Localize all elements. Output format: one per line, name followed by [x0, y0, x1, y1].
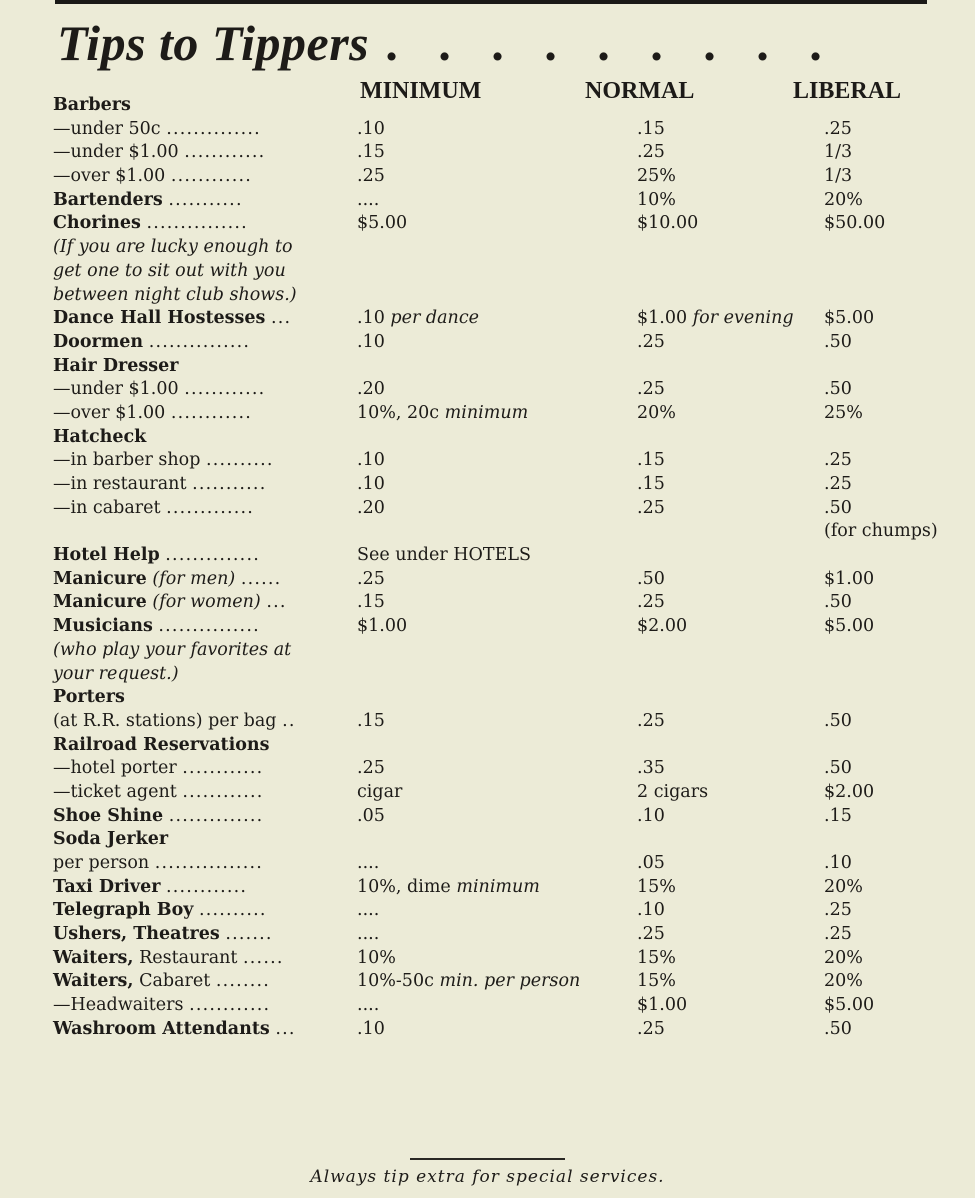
row-label — [53, 141, 265, 165]
liberal-value: $1.00 — [824, 568, 875, 589]
liberal-value: .25 — [824, 450, 852, 471]
normal-value-text: 25% — [637, 166, 676, 187]
row-label — [53, 994, 270, 1018]
minimum-value — [357, 544, 531, 568]
table-row — [53, 520, 938, 544]
liberal-value: $5.00 — [824, 308, 875, 329]
liberal-value: $5.00 — [824, 995, 875, 1016]
minimum-value — [357, 141, 385, 165]
minimum-value-note: min. per person — [439, 971, 581, 992]
table-row — [53, 876, 933, 900]
row-label — [53, 781, 264, 805]
normal-value — [637, 141, 665, 165]
minimum-value-text: .20 — [357, 379, 385, 400]
minimum-value — [357, 781, 402, 805]
dot-leader: ....... — [225, 924, 273, 945]
minimum-value — [357, 757, 385, 781]
normal-value-text: .25 — [637, 924, 665, 945]
normal-value — [637, 970, 676, 994]
row-label — [53, 686, 125, 710]
row-label — [53, 876, 247, 900]
normal-value — [637, 994, 687, 1018]
dot-leader: ... — [270, 308, 292, 329]
dot-leader: ............ — [166, 876, 248, 897]
row-label-text: Bartenders — [53, 189, 163, 210]
row-label-text: —ticket agent — [53, 781, 177, 802]
minimum-value-text: .... — [357, 924, 380, 945]
minimum-value — [357, 923, 379, 947]
minimum-value — [357, 378, 385, 402]
dot-leader: .......... — [206, 450, 274, 471]
liberal-value: .50 — [824, 710, 852, 731]
table-row — [53, 118, 933, 142]
row-label — [53, 734, 270, 758]
table-row — [53, 426, 933, 450]
table-row — [53, 473, 933, 497]
title-dots: . . . . . . . . . — [387, 15, 838, 71]
normal-value — [637, 497, 665, 521]
table-row — [53, 852, 933, 876]
row-label — [53, 426, 146, 450]
table-row — [53, 94, 933, 118]
row-label-text: Shoe Shine — [53, 805, 164, 826]
table-row — [53, 331, 933, 355]
normal-value-text: .50 — [637, 568, 665, 589]
dot-leader: ............ — [170, 166, 253, 187]
dot-leader: .............. — [165, 545, 260, 566]
row-label — [53, 710, 296, 734]
liberal-value: .10 — [824, 853, 852, 873]
minimum-value-note: per dance — [390, 308, 479, 329]
row-label-text: —under 50c — [53, 118, 161, 139]
dot-leader: ... — [275, 1018, 296, 1039]
row-label-text: Waiters, — [53, 947, 134, 968]
table-row — [53, 686, 933, 710]
row-label — [53, 331, 250, 355]
normal-value — [637, 899, 665, 923]
minimum-value — [357, 899, 379, 923]
table-row — [53, 591, 933, 615]
row-label-text: —in cabaret — [53, 497, 161, 518]
normal-value-text: .25 — [637, 379, 665, 400]
dot-leader: ............ — [182, 781, 264, 802]
row-label-text: Hotel Help — [53, 545, 160, 566]
normal-value-text: $1.00 — [637, 308, 688, 329]
minimum-value — [357, 331, 385, 355]
minimum-value-text: .15 — [357, 592, 385, 613]
row-label-text: Musicians — [53, 616, 153, 637]
minimum-value — [357, 568, 385, 592]
row-label-text: Ushers, Theatres — [53, 924, 220, 945]
liberal-value: 1/3 — [824, 166, 853, 187]
minimum-value-text: .... — [357, 853, 380, 873]
row-note: your request.) — [53, 663, 179, 684]
minimum-value-text: .... — [357, 995, 380, 1016]
dot-leader: ........... — [168, 189, 243, 210]
table-row — [53, 378, 933, 402]
table-row — [53, 734, 933, 758]
row-label-text: —hotel porter — [53, 758, 177, 779]
top-rule — [55, 0, 927, 4]
minimum-value — [357, 449, 385, 473]
minimum-value — [357, 189, 379, 213]
table-row — [53, 355, 933, 379]
table-row — [53, 947, 933, 971]
table-row — [53, 805, 933, 829]
minimum-value-text: .10 — [357, 118, 385, 139]
row-note: between night club shows.) — [53, 284, 297, 305]
dot-leader: ............... — [146, 213, 248, 234]
table-row — [53, 970, 933, 994]
dot-leader: .......... — [199, 900, 267, 921]
minimum-value-text: 10% — [357, 947, 396, 968]
table-row — [53, 402, 933, 426]
row-label — [53, 94, 131, 118]
minimum-value-text: .20 — [357, 497, 385, 518]
liberal-value: (for chumps) — [824, 521, 938, 542]
row-label — [53, 828, 168, 852]
normal-value-text: 20% — [637, 402, 676, 423]
dot-leader: ...... — [243, 947, 284, 968]
liberal-value: .25 — [824, 474, 852, 494]
dot-leader: ............ — [182, 758, 264, 779]
liberal-value: 1/3 — [824, 142, 853, 163]
normal-value-text: .05 — [637, 853, 665, 873]
minimum-value — [357, 165, 385, 189]
row-note: (If you are lucky enough to — [53, 237, 293, 258]
row-label-plain: Restaurant — [139, 947, 238, 968]
row-label — [53, 307, 291, 331]
normal-value-text: .10 — [637, 900, 665, 921]
row-label-text: Telegraph Boy — [53, 900, 194, 921]
table-row — [53, 236, 933, 260]
minimum-value-text: .... — [357, 900, 380, 921]
normal-value — [637, 402, 676, 426]
normal-value — [637, 781, 708, 805]
row-label — [53, 212, 248, 236]
minimum-value — [357, 307, 479, 331]
tip-table — [53, 94, 938, 1042]
minimum-value-text: .10 — [357, 308, 385, 329]
minimum-value — [357, 710, 385, 734]
normal-value — [637, 876, 676, 900]
row-label-text: Porters — [53, 687, 125, 708]
normal-value — [637, 947, 676, 971]
normal-value-text: .15 — [637, 450, 665, 471]
normal-value — [637, 473, 665, 497]
dot-leader: .. — [282, 710, 296, 731]
minimum-value — [357, 591, 385, 615]
liberal-value: 20% — [824, 189, 863, 210]
dot-leader: .............. — [168, 805, 264, 826]
row-label — [53, 970, 270, 994]
row-label — [53, 544, 260, 568]
row-note: get one to sit out with you — [53, 260, 286, 281]
row-label-text: Soda Jerker — [53, 829, 169, 850]
minimum-value — [357, 212, 407, 236]
row-label — [53, 899, 267, 923]
minimum-value-text: .25 — [357, 568, 385, 589]
row-label-text: —under $1.00 — [53, 379, 179, 400]
dot-leader: ............. — [166, 497, 255, 518]
normal-value-text: .25 — [637, 142, 665, 163]
normal-value-text: .15 — [637, 118, 665, 139]
row-label-text: (at R.R. stations) per bag — [53, 710, 277, 731]
liberal-value: .25 — [824, 924, 852, 945]
minimum-value — [357, 805, 385, 829]
minimum-value — [357, 118, 385, 142]
table-row — [53, 757, 933, 781]
dot-leader: ...... — [240, 568, 282, 589]
row-label-text: —over $1.00 — [53, 166, 166, 187]
dot-leader: ............... — [158, 616, 260, 637]
normal-value — [637, 307, 794, 331]
row-label-text: Barbers — [53, 95, 131, 115]
liberal-value: $50.00 — [824, 213, 886, 234]
column-header-normal: NORMAL — [585, 78, 695, 104]
row-label-text: Hair Dresser — [53, 355, 179, 376]
normal-value-text: .25 — [637, 497, 665, 518]
row-label — [53, 189, 243, 213]
table-row — [53, 544, 933, 568]
row-label — [53, 591, 287, 615]
normal-value-text: 15% — [637, 947, 676, 968]
row-label-text: Hatcheck — [53, 426, 147, 447]
minimum-value-text: .25 — [357, 758, 385, 779]
liberal-value: 20% — [824, 971, 863, 992]
dot-leader: ................ — [154, 853, 263, 873]
row-note: (who play your favorites at — [53, 639, 292, 660]
minimum-value-text: .10 — [357, 474, 385, 494]
normal-value-text: .25 — [637, 592, 665, 613]
normal-value-text: 15% — [637, 876, 676, 897]
row-label — [53, 805, 263, 829]
table-row — [53, 449, 933, 473]
minimum-value — [357, 994, 379, 1018]
minimum-value — [357, 876, 540, 900]
dot-leader: ............ — [184, 379, 266, 400]
dot-leader: ... — [266, 592, 287, 613]
liberal-value: $5.00 — [824, 616, 875, 637]
minimum-value — [357, 852, 379, 876]
row-label — [53, 1018, 296, 1042]
normal-value — [637, 591, 665, 615]
table-row — [53, 828, 933, 852]
dot-leader: ............ — [184, 142, 266, 163]
minimum-value — [357, 615, 407, 639]
row-label — [53, 402, 252, 426]
table-row — [53, 165, 933, 189]
minimum-value-note: minimum — [444, 402, 529, 423]
liberal-value: .50 — [824, 1018, 852, 1039]
table-row — [53, 141, 933, 165]
normal-value-text: $2.00 — [637, 616, 688, 637]
table-row — [53, 615, 933, 639]
minimum-value-text: 10%, 20c — [357, 402, 440, 423]
dot-leader: .............. — [166, 118, 261, 139]
minimum-value — [357, 473, 385, 497]
liberal-value: .50 — [824, 592, 852, 613]
minimum-value-text: .05 — [357, 805, 385, 826]
row-label-text: —in barber shop — [53, 450, 201, 471]
table-row — [53, 1018, 933, 1042]
row-label-text: Taxi Driver — [53, 876, 161, 897]
normal-value — [637, 568, 665, 592]
minimum-value — [357, 947, 396, 971]
row-label-text: Railroad Reservations — [53, 734, 270, 755]
minimum-value-text: 10%, dime — [357, 876, 451, 897]
normal-value-note: for evening — [692, 308, 794, 329]
minimum-value-note: minimum — [456, 876, 540, 897]
minimum-value — [357, 497, 385, 521]
table-row — [53, 639, 933, 663]
row-label-text: per person — [53, 853, 150, 873]
table-row — [53, 212, 933, 236]
normal-value-text: .35 — [637, 758, 665, 779]
minimum-value — [357, 1018, 385, 1042]
minimum-value-text: cigar — [357, 781, 403, 802]
minimum-value-text: .25 — [357, 166, 385, 187]
row-label-text: —Headwaiters — [53, 995, 184, 1016]
liberal-value: $2.00 — [824, 781, 875, 802]
dot-leader: ........ — [215, 971, 270, 992]
footer-rule — [410, 1158, 565, 1160]
row-label — [53, 923, 273, 947]
liberal-value: 20% — [824, 876, 863, 897]
row-label — [53, 615, 260, 639]
normal-value-text: .10 — [637, 805, 665, 826]
normal-value — [637, 449, 665, 473]
minimum-value-text: $5.00 — [357, 213, 408, 234]
normal-value — [637, 378, 665, 402]
minimum-value-text: $1.00 — [357, 616, 408, 637]
normal-value — [637, 805, 665, 829]
normal-value-text: 2 cigars — [637, 781, 709, 802]
normal-value-text: .25 — [637, 710, 665, 731]
row-label — [53, 378, 265, 402]
table-row — [53, 710, 933, 734]
row-label-text: Doormen — [53, 331, 144, 352]
liberal-value: .15 — [824, 805, 852, 826]
column-header-minimum: MINIMUM — [360, 78, 482, 104]
footer-note: Always tip extra for special services. — [310, 1167, 665, 1187]
liberal-value: 25% — [824, 402, 863, 423]
minimum-value-text: .... — [357, 189, 380, 210]
normal-value — [637, 118, 665, 142]
dot-leader: ............ — [189, 995, 271, 1016]
dot-leader: ........... — [192, 474, 267, 494]
normal-value — [637, 710, 665, 734]
row-label-note: (for women) — [152, 592, 261, 613]
liberal-value: .50 — [824, 497, 852, 518]
normal-value-text: $1.00 — [637, 995, 688, 1016]
row-label — [53, 473, 266, 497]
table-row — [53, 781, 933, 805]
normal-value — [637, 212, 698, 236]
row-label — [53, 165, 252, 189]
row-label — [53, 449, 274, 473]
row-label — [53, 757, 263, 781]
normal-value-text: .15 — [637, 474, 665, 494]
row-label-text: Waiters, — [53, 971, 134, 992]
liberal-value: .50 — [824, 331, 852, 352]
normal-value — [637, 615, 687, 639]
normal-value-text: 10% — [637, 189, 676, 210]
table-row — [53, 994, 933, 1018]
minimum-value — [357, 970, 580, 994]
normal-value-text: .25 — [637, 331, 665, 352]
row-label-text: —under $1.00 — [53, 142, 179, 163]
row-label-text: —in restaurant — [53, 474, 187, 494]
normal-value — [637, 757, 665, 781]
minimum-value-text: .10 — [357, 1018, 385, 1039]
liberal-value: .50 — [824, 379, 852, 400]
minimum-value — [357, 402, 528, 426]
normal-value-text: $10.00 — [637, 213, 699, 234]
minimum-value-text: See under HOTELS — [357, 545, 531, 566]
minimum-value-text: .10 — [357, 450, 385, 471]
row-label — [53, 568, 281, 592]
normal-value-text: .25 — [637, 1018, 665, 1039]
table-row — [53, 923, 933, 947]
normal-value — [637, 331, 665, 355]
page-title — [57, 8, 838, 78]
column-header-liberal: LIBERAL — [793, 78, 902, 104]
row-label — [53, 355, 178, 379]
table-row — [53, 497, 933, 521]
row-label-text: Chorines — [53, 213, 141, 234]
table-row — [53, 260, 933, 284]
table-row — [53, 307, 933, 331]
row-label-text: Washroom Attendants — [53, 1018, 270, 1039]
row-label-plain: Cabaret — [139, 971, 211, 992]
liberal-value: .25 — [824, 900, 852, 921]
minimum-value-text: .15 — [357, 142, 385, 163]
row-label — [53, 118, 261, 142]
title-text: Tips to Tippers — [57, 15, 370, 71]
table-row — [53, 284, 933, 308]
normal-value — [637, 165, 676, 189]
dot-leader: ............... — [148, 331, 251, 352]
row-label — [53, 852, 263, 876]
row-label-text: Manicure — [53, 568, 147, 589]
normal-value — [637, 1018, 665, 1042]
table-row — [53, 663, 933, 687]
table-row — [53, 189, 933, 213]
normal-value — [637, 189, 676, 213]
table-row — [53, 899, 933, 923]
normal-value — [637, 923, 665, 947]
row-label — [53, 497, 254, 521]
liberal-value: 20% — [824, 947, 863, 968]
row-label-note: (for men) — [152, 568, 236, 589]
liberal-value: .50 — [824, 758, 852, 779]
row-label-text: Manicure — [53, 592, 147, 613]
liberal-value: .25 — [824, 118, 852, 139]
minimum-value-text: 10%-50c — [357, 971, 434, 992]
normal-value — [637, 852, 665, 876]
minimum-value-text: .10 — [357, 331, 385, 352]
row-label — [53, 947, 284, 971]
dot-leader: ............ — [170, 402, 253, 423]
table-row — [53, 568, 933, 592]
row-label-text: —over $1.00 — [53, 402, 166, 423]
row-label-text: Dance Hall Hostesses — [53, 308, 266, 329]
normal-value-text: 15% — [637, 971, 676, 992]
minimum-value-text: .15 — [357, 710, 385, 731]
